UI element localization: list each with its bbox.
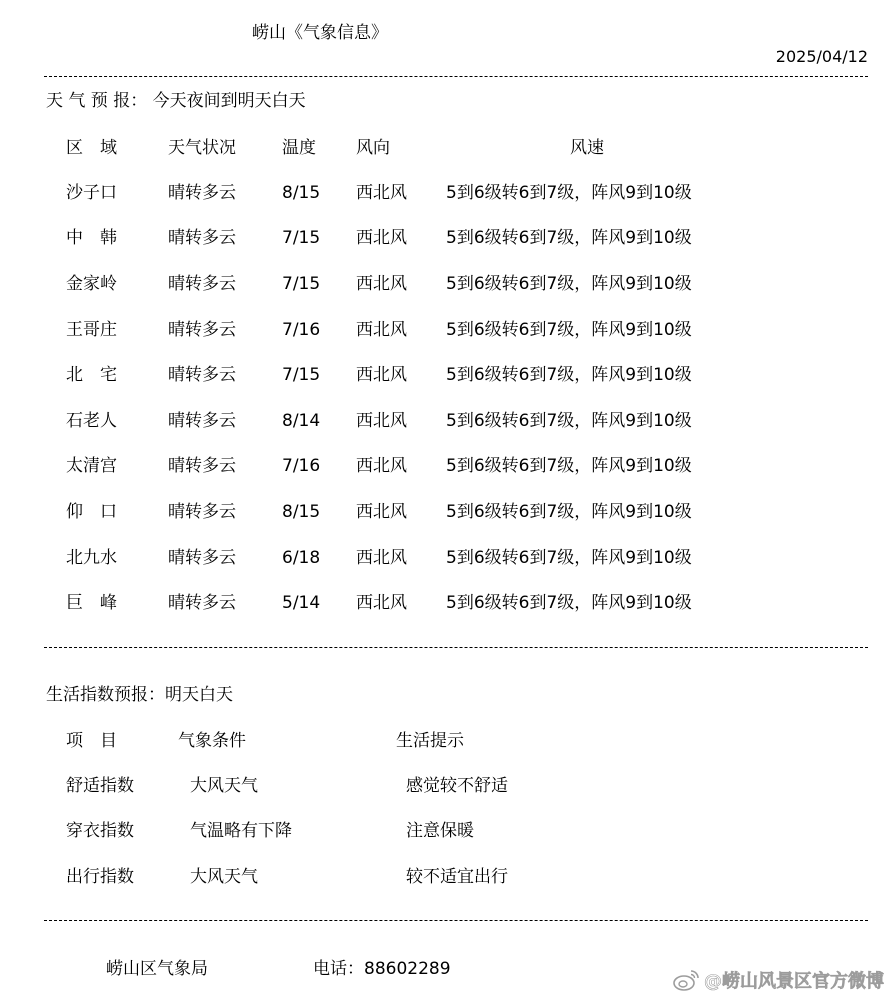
speed-cell: 5到6级转6到7级，阵风9到10级 xyxy=(446,456,692,476)
condition-cell: 晴转多云 xyxy=(168,502,236,522)
column-header-tip: 生活提示 xyxy=(396,731,464,751)
temperature-cell: 8/15 xyxy=(282,502,321,522)
condition-cell: 晴转多云 xyxy=(168,365,236,385)
item-cell: 出行指数 xyxy=(66,867,134,887)
area-cell: 太清宫 xyxy=(66,456,117,476)
watermark xyxy=(672,966,884,994)
column-header-temperature: 温度 xyxy=(282,138,316,158)
direction-cell: 西北风 xyxy=(356,456,407,476)
column-header-item: 项 目 xyxy=(66,731,117,751)
divider-bottom xyxy=(44,920,868,921)
speed-cell: 5到6级转6到7级，阵风9到10级 xyxy=(446,228,692,248)
temperature-cell: 5/14 xyxy=(282,593,321,613)
condition-cell: 晴转多云 xyxy=(168,183,236,203)
area-cell: 仰 口 xyxy=(66,502,117,522)
condition-cell: 晴转多云 xyxy=(168,593,236,613)
meteo-cell: 气温略有下降 xyxy=(190,821,292,841)
condition-cell: 晴转多云 xyxy=(168,548,236,568)
page-title: 崂山《气象信息》 xyxy=(252,23,388,43)
condition-cell: 晴转多云 xyxy=(168,274,236,294)
column-header-area: 区 域 xyxy=(66,138,117,158)
area-cell: 中 韩 xyxy=(66,228,117,248)
speed-cell: 5到6级转6到7级，阵风9到10级 xyxy=(446,183,692,203)
direction-cell: 西北风 xyxy=(356,228,407,248)
speed-cell: 5到6级转6到7级，阵风9到10级 xyxy=(446,593,692,613)
temperature-cell: 7/15 xyxy=(282,228,321,248)
area-cell: 北九水 xyxy=(66,548,117,568)
temperature-cell: 8/15 xyxy=(282,183,321,203)
condition-cell: 晴转多云 xyxy=(168,411,236,431)
area-cell: 金家岭 xyxy=(66,274,117,294)
speed-cell: 5到6级转6到7级，阵风9到10级 xyxy=(446,502,692,522)
direction-cell: 西北风 xyxy=(356,411,407,431)
direction-cell: 西北风 xyxy=(356,183,407,203)
speed-cell: 5到6级转6到7级，阵风9到10级 xyxy=(446,411,692,431)
direction-cell: 西北风 xyxy=(356,593,407,613)
life-index-heading: 生活指数预报：明天白天 xyxy=(46,685,233,705)
condition-cell: 晴转多云 xyxy=(168,228,236,248)
condition-cell: 晴转多云 xyxy=(168,456,236,476)
speed-cell: 5到6级转6到7级，阵风9到10级 xyxy=(446,548,692,568)
column-header-speed: 风速 xyxy=(570,138,604,158)
meteo-cell: 大风天气 xyxy=(190,867,258,887)
tip-cell: 注意保暖 xyxy=(406,821,474,841)
meteo-cell: 大风天气 xyxy=(190,776,258,796)
temperature-cell: 7/15 xyxy=(282,274,321,294)
temperature-cell: 7/15 xyxy=(282,365,321,385)
speed-cell: 5到6级转6到7级，阵风9到10级 xyxy=(446,365,692,385)
direction-cell: 西北风 xyxy=(356,274,407,294)
footer-phone: 电话：88602289 xyxy=(313,959,451,979)
area-cell: 石老人 xyxy=(66,411,117,431)
direction-cell: 西北风 xyxy=(356,320,407,340)
column-header-meteo: 气象条件 xyxy=(178,731,246,751)
direction-cell: 西北风 xyxy=(356,548,407,568)
item-cell: 舒适指数 xyxy=(66,776,134,796)
area-cell: 巨 峰 xyxy=(66,593,117,613)
column-header-condition: 天气状况 xyxy=(168,138,236,158)
weibo-icon xyxy=(672,968,700,992)
direction-cell: 西北风 xyxy=(356,365,407,385)
speed-cell: 5到6级转6到7级，阵风9到10级 xyxy=(446,274,692,294)
footer-organization: 崂山区气象局 xyxy=(106,959,208,979)
temperature-cell: 7/16 xyxy=(282,320,321,340)
item-cell: 穿衣指数 xyxy=(66,821,134,841)
condition-cell: 晴转多云 xyxy=(168,320,236,340)
area-cell: 王哥庄 xyxy=(66,320,117,340)
area-cell: 北 宅 xyxy=(66,365,117,385)
divider-middle xyxy=(44,647,868,648)
speed-cell: 5到6级转6到7级，阵风9到10级 xyxy=(446,320,692,340)
issue-date: 2025/04/12 xyxy=(775,47,868,66)
watermark-text: @崂山风景区官方微博 xyxy=(704,971,884,992)
direction-cell: 西北风 xyxy=(356,502,407,522)
temperature-cell: 8/14 xyxy=(282,411,321,431)
divider-top xyxy=(44,76,868,77)
temperature-cell: 6/18 xyxy=(282,548,321,568)
tip-cell: 较不适宜出行 xyxy=(406,867,508,887)
area-cell: 沙子口 xyxy=(66,183,117,203)
temperature-cell: 7/16 xyxy=(282,456,321,476)
tip-cell: 感觉较不舒适 xyxy=(406,776,508,796)
column-header-direction: 风向 xyxy=(356,138,390,158)
forecast-heading: 天 气 预 报： 今天夜间到明天白天 xyxy=(46,91,306,111)
